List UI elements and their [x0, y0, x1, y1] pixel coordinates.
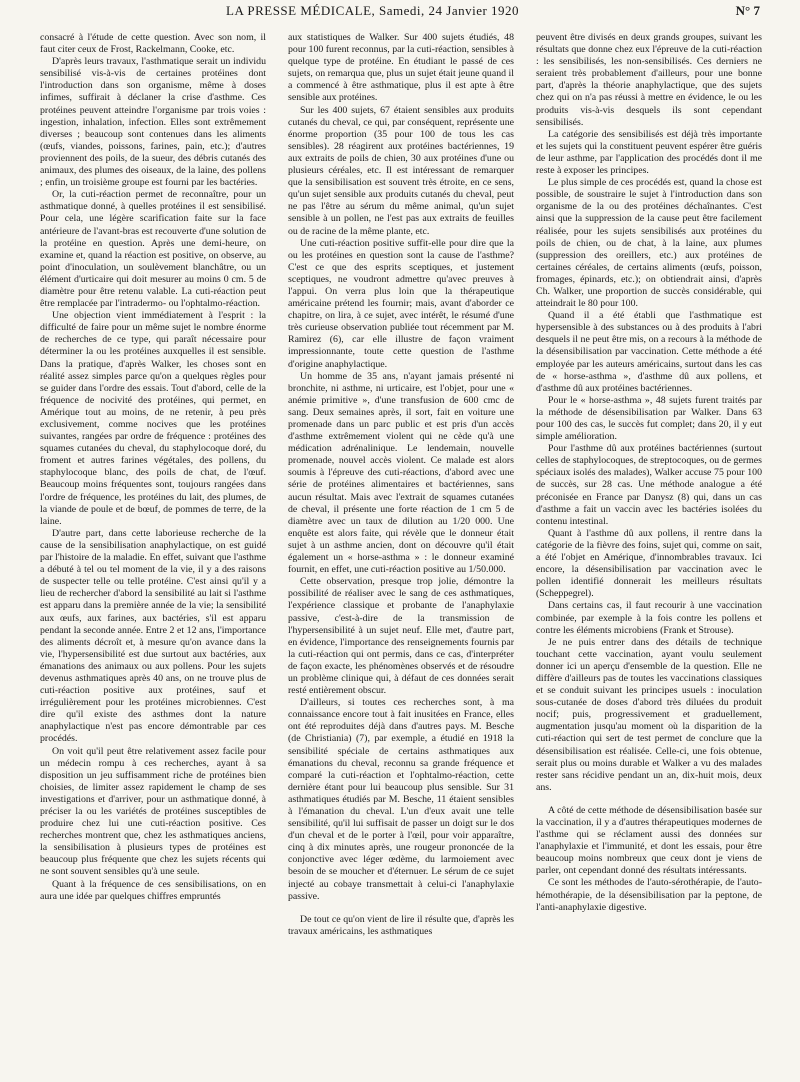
paragraph: D'autre part, dans cette laborieuse recherche de la cause de la sensibilisation anaphylactique, on est guidé par l'histoire de la maladie. En effet, suivant que l'asthme a débuté à tel ou tel moment de la vie, il y a des raisons de suspecter telle ou telle protéine. C'est ainsi qu'il y a lieu de rechercher d'abord la sensibilité au lait si l'asthme est apparu dans la première année de la vie; la sensibilité aux œufs, aux farines, aux bactéries, s'il est apparu pendant la seconde année. Entre 2 et 12 ans, l'importance des aliments décroît et, à mesure qu'on avance dans la vie, l'hypersensibilité est due surtout aux bactéries, aux émanations des animaux ou aux pollens. Pour les sujets devenus asthmatiques après 40 ans, on ne trouve plus de cuti-réaction positive aux protéines, sauf et irrégulièrement pour les protéines microbiennes. C'est dire qu'il existe des asthmes dont la nature anaphylactique n'est pas encore démontrable par ces procédés. — [40, 527, 266, 745]
column-right — [536, 32, 762, 1072]
paragraph: Ce sont les méthodes de l'auto-sérothérapie, de l'auto-hémothérapie, de la désensibilisation par la peptone, de l'anti-anaphylaxie digestive. — [536, 877, 762, 913]
paragraph: Une cuti-réaction positive suffit-elle pour dire que la ou les protéines en question sont la cause de l'asthme? C'est ce que des esprits sceptiques, et justement sceptiques, ne voudront admettre qu'avec preuves à l'appui. On verra plus loin que la thérapeutique américaine prétend les fournir; mais, avant d'aborder ce chapitre, on lira, à ce sujet, avec intérêt, le résumé d'une très curieuse observation publiée tout récemment par M. Ramirez (6), car elle illustre de façon vraiment impressionnante, toute cette question de l'asthme d'origine anaphylactique. — [288, 237, 514, 370]
paragraph: consacré à l'étude de cette question. Avec son nom, il faut citer ceux de Frost, Rackelmann, Cooke, etc. — [40, 32, 266, 56]
paragraph: Quand il a été établi que l'asthmatique est hypersensible à des substances ou à des produits à l'abri desquels il ne peut être mis, on a recours à la méthode de la désensibilisation par vaccination. Cette méthode a été employée par les auteurs américains, surtout dans les cas de « horse-asthma », d'asthme dû aux pollens, et d'asthme dû aux protéines bactériennes. — [536, 310, 762, 394]
page-number: N° 7 — [735, 3, 760, 18]
paragraph: Une objection vient immédiatement à l'esprit : la difficulté de faire pour un même sujet le nombre énorme de recherches de ce type, qui paraît nécessaire pour déterminer la ou les protéines auxquelles il est sensible. Dans la pratique, d'après Walker, les choses sont en réalité assez simples parce qu'on a quelques règles pour se guider dans l'ordre des essais. Tout d'abord, celle de la fréquence de nocivité des protéines, qui permet, en Amérique tout au moins, de ne retenir, à peu près exclusivement, comme nocives que les protéines suivantes, rangées par ordre de fréquence : protéines des squames cutanées du cheval, du staphylocoque doré, du froment et autres farines végétales, des pollens, du staphylocoque blanc, des poils de chat, de l'œuf. Beaucoup moins fréquentes sont, toujours rangées dans l'ordre de fréquence, les protéines du lait, des plumes, de la viande de poule et de bœuf, de pommes de terre, de la laine. — [40, 310, 266, 527]
paragraph: aux statistiques de Walker. Sur 400 sujets étudiés, 48 pour 100 furent reconnus, par la cuti-réaction, sensibles à quelque type de protéine. En étudiant le passé de ces sujets, on remarqua que, plus un sujet était jeune quand il a commencé à être asthmatique, plus il est apte à être sensible aux protéines. — [288, 32, 514, 104]
paragraph: Pour l'asthme dû aux protéines bactériennes (surtout celles de staphylocoques, de streptocoques, ou de germes spéciaux isolés des malades), Walker accuse 75 pour 100 de succès, sur 28 cas. Une méthode analogue a été préconisée en France par Danysz (8) qui, dans un cas d'asthme a fait un vaccin avec les bactéries isolées du contenu intestinal. — [536, 443, 762, 527]
paragraph: Quant à l'asthme dû aux pollens, il rentre dans la catégorie de la fièvre des foins, sujet qui, comme on sait, a été l'objet en Amérique, d'innombrables travaux. Ici encore, la désensibilisation par vaccination avec le pollen identifié donnerait les meilleurs résultats (Scheppegrel). — [536, 527, 762, 600]
paragraph: Le plus simple de ces procédés est, quand la chose est possible, de soustraire le sujet à l'introduction dans son organisme de la ou des protéines déchaînantes. C'est ainsi que la suppression de la cause peut être facilement réalisée, pour les sujets sensibilisés aux protéines du poils de chien, ou de chat, à la laine, aux plumes (suppression des oreillers, etc.) aux protéines de certaines céréales, de certains aliments (œufs, poisson, fromages, épinards, etc.); on obtiendrait ainsi, d'après Ch. Walker, une proportion de succès considérable, qui atteindrait le 80 pour 100. — [536, 177, 762, 310]
paragraph: peuvent être divisés en deux grands groupes, suivant les résultats que donne chez eux l'épreuve de la cuti-réaction : les sensibilisés, les non-sensibilisés. Ces derniers ne seraient très probablement d'ailleurs, pour une bonne part, d'après la théorie anaphylactique, que des sujets chez qui on n'a pas réussi à mettre en évidence, le ou les produits vis-à-vis desquels ils sont cependant sensibilisés. — [536, 32, 762, 128]
page-header — [40, 2, 760, 20]
paragraph: On voit qu'il peut être relativement assez facile pour un médecin rompu à ces recherches, ayant à sa disposition un jeu suffisamment riche de protéines bien choisies, de limiter assez rapidement le champ de ses investigations et d'arriver, pour un asthmatique donné, à préciser la ou les variétés de protéines susceptibles de produire chez lui une cuti-réaction positive. Ces recherches montrent que, chez les asthmatiques anciens, la sensibilisation à plusieurs types de protéines est beaucoup plus fréquente que chez les sujets récents qui ne sont souvent sensibles qu'à une seule. — [40, 745, 266, 878]
paragraph: Je ne puis entrer dans des détails de technique touchant cette vaccination, ayant voulu seulement donner ici un aperçu d'ensemble de la question. Elle ne diffère d'ailleurs pas de toutes les vaccinations classiques et se conduit suivant les principes usuels : inoculation sous-cutanée de doses d'abord très diluées du produit nocif; puis, progressivement et graduellement, augmentation jusqu'au moment où la disparition de la cuti-réaction qui sert de test permet de conclure que la désensibilisation est réalisée. Celle-ci, une fois obtenue, serait plus ou moins durable et Walker a vu des malades rester sans récidive pendant un an, dix-huit mois, deux ans. — [536, 636, 762, 793]
running-title: LA PRESSE MÉDICALE, Samedi, 24 Janvier 1920 — [226, 3, 520, 18]
paragraph: Quant à la fréquence de ces sensibilisations, on en aura une idée par quelques chiffres empruntés — [40, 878, 266, 902]
column-left — [40, 32, 266, 1072]
column-middle — [288, 32, 514, 1072]
article-columns — [40, 32, 762, 1072]
paragraph: Pour le « horse-asthma », 48 sujets furent traités par la méthode de désensibilisation par Walker. Dans 63 pour 100 des cas, le succès fut complet; dans 20, il y eut simple amélioration. — [536, 394, 762, 443]
paragraph: A côté de cette méthode de désensibilisation basée sur la vaccination, il y a d'autres thérapeutiques modernes de l'asthme qui se réclament aussi des données sur l'anaphylaxie et l'immunité, et dont les essais, pour être beaucoup moins nombreux que ceux dont je viens de parler, ont cependant donné des résultats intéressants. — [536, 804, 762, 877]
paragraph: Sur les 400 sujets, 67 étaient sensibles aux produits cutanés du cheval, ce qui, par conséquent, représente une énorme proportion (35 pour 100 de tous les cas sensibles). 28 réagirent aux protéines bactériennes, 19 aux extraits de poils de chien, 30 aux protéines d'une ou plusieurs céréales, etc. Il est intéressant de remarquer que la sensibilisation est souvent très étroite, en ce sens, qu'un sujet sensible aux produits cutanés du cheval, peut ne pas l'être au sérum du même animal, qu'un sujet sensible à un pollen, ne l'est pas aux extraits de feuilles ou de racine de la même plante, etc. — [288, 104, 514, 237]
paragraph: Dans certains cas, il faut recourir à une vaccination combinée, par exemple à la fois contre les pollens et contre les éléments microbiens (Frank et Strouse). — [536, 600, 762, 636]
paragraph: De tout ce qu'on vient de lire il résulte que, d'après les travaux américains, les asthmatiques — [288, 913, 514, 937]
paragraph: La catégorie des sensibilisés est déjà très importante et les sujets qui la constituent peuvent espérer être guéris de leur asthme, par l'application des procédés dont il me reste à exposer les principes. — [536, 128, 762, 177]
paragraph: D'ailleurs, si toutes ces recherches sont, à ma connaissance encore tout à fait inusitées en France, elles ont été reproduites déjà dans d'autres pays. M. Besche (de Christiania) (7), par exemple, a étudié en 1918 la sensibilité spéciale de certains asthmatiques aux émanations du cheval, reconnu sa grande fréquence et comparé la cuti-réaction et l'ophtalmo-réaction, cette dernière étant pour lui beaucoup plus sensible. Sur 31 asthmatiques étudiés par M. Besche, 11 étaient sensibles à l'émanation du cheval. L'un d'eux avait une telle sensibilité, qu'il lui suffisait de passer un doigt sur le dos d'un cheval et de le porter à l'œil, pour voir apparaître, cinq à dix minutes après, une rougeur prononcée de la conjonctive avec léger œdème, du larmoiement avec besoin de se moucher et d'éternuer. Le sérum de ce sujet injecté au cobaye transmettait à celui-ci l'anaphylaxie passive. — [288, 697, 514, 902]
paragraph: Cette observation, presque trop jolie, démontre la possibilité de réaliser avec le sang de ces asthmatiques, l'expérience classique et probante de l'anaphylaxie passive, c'est-à-dire de la transmission de l'hypersensibilité à un sujet neuf. Elle met, d'autre part, en évidence, l'importance des renseignements fournis par la cuti-réaction qui ont permis, dans ce cas, d'interpréter de façon exacte, les phénomènes observés et de résoudre un problème clinique qui, à défaut de ces données serait resté entièrement obscur. — [288, 576, 514, 697]
paragraph: Un homme de 35 ans, n'ayant jamais présenté ni bronchite, ni asthme, ni urticaire, est l'objet, pour une « anémie primitive », d'une transfusion de 600 cmc de sang. Deux semaines après, il sort, fait en voiture une promenade dans un parc public et est pris d'un accès d'asthme extrêmement violent qui ne cède qu'à une médication adrénalinique. Le lendemain, nouvelle promenade, nouvel accès violent. Ce malade est alors soumis à l'épreuve des cuti-réactions, d'abord avec une série de protéines alimentaires et bactériennes, sans aucun résultat. Mais avec l'extrait de squames cutanées de cheval, il présente une forte réaction de 1 cm 5 de diamètre avec un taux de dilution au 1/20 000. Une enquête est alors faite, qui révèle que le donneur était sujet à un asthme ancien, dont on découvre qu'il était également un « horse-asthma » : le donneur examiné fournit, en effet, une cuti-réaction positive au 1/50.000. — [288, 370, 514, 576]
paragraph: Or, la cuti-réaction permet de reconnaître, pour un asthmatique donné, à quelles protéines il est sensibilisé. Pour cela, une légère scarification faite sur la face antérieure de l'avant-bras est recouverte d'une solution de la protéine en question. Après une demi-heure, on examine et, quand la réaction est positive, on observe, au point d'inoculation, un soulèvement blanchâtre, ou un élément d'urticaire qui doit mesurer au moins 0 cm. 5 de diamètre pour être retenu valable. La cuti-réaction peut être remplacée par l'intradermo- ou l'ophtalmo-réaction. — [40, 189, 266, 310]
paragraph: D'après leurs travaux, l'asthmatique serait un individu sensibilisé vis-à-vis de certaines protéines dont l'introduction dans son organisme, même à doses infimes, suffirait à déclaner la crise d'asthme. Ces protéines peuvent atteindre l'organisme par trois voies : ingestion, inhalation, infection. Elles sont extrêmement diverses ; beaucoup sont contenues dans les aliments (œufs, viandes, poissons, farines, pain, etc.); d'autres proviennent des poils, de la sueur, des débris cutanés des animaux, des plumes des oiseaux, de la laine, des pollens ; enfin, un troisième groupe est fourni par les bactéries. — [40, 56, 266, 189]
